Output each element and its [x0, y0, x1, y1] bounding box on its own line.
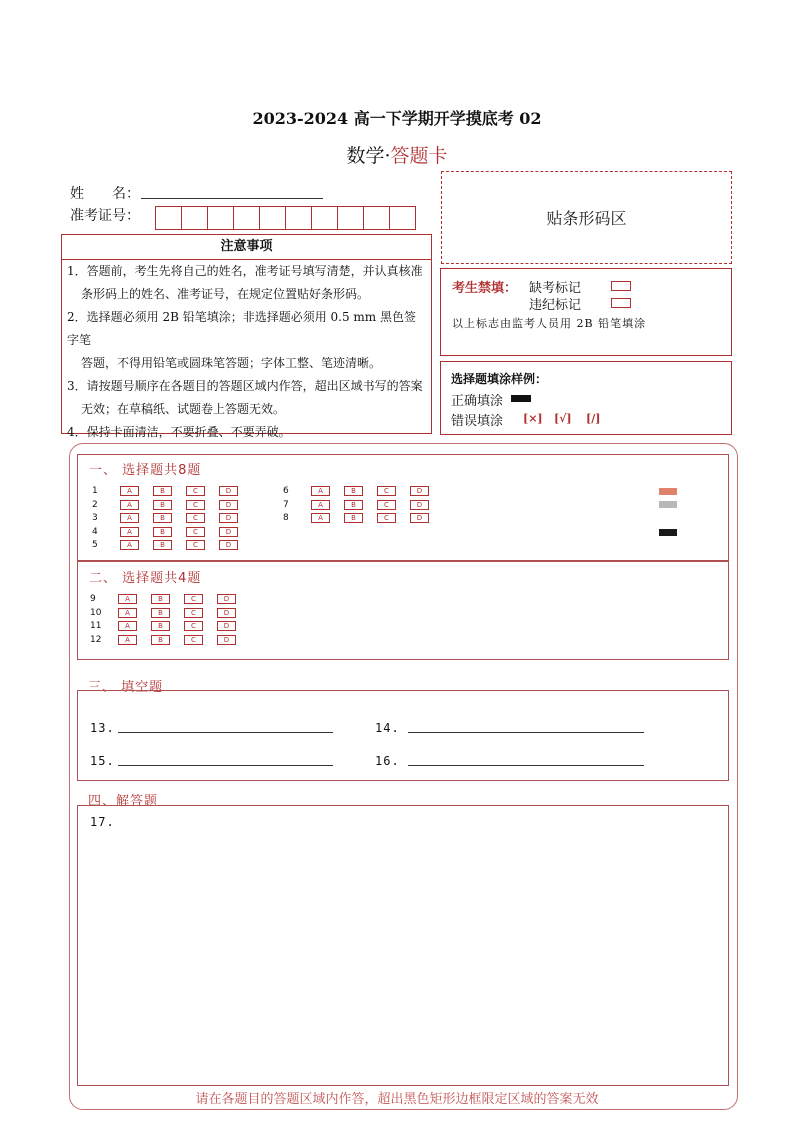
option-bubble-b[interactable]: B [153, 527, 172, 537]
question-row [90, 607, 250, 620]
question-number: 10 [90, 607, 102, 618]
fill-sample-title: 选择题填涂样例： [451, 372, 548, 386]
option-bubble-a[interactable]: A [120, 486, 139, 496]
question-row [92, 526, 252, 539]
option-bubble-a[interactable]: A [118, 621, 137, 631]
option-bubble-b[interactable]: B [344, 486, 363, 496]
name-field[interactable] [141, 198, 323, 199]
question-number: 9 [90, 594, 96, 604]
option-bubble-b[interactable]: B [153, 513, 172, 523]
question-row [283, 485, 443, 498]
question-number: 8 [283, 513, 289, 523]
question-row [90, 593, 250, 606]
fill-line-13[interactable] [118, 732, 333, 733]
option-bubble-a[interactable]: A [120, 500, 139, 510]
question-number: 2 [92, 499, 98, 510]
option-bubble-b[interactable]: B [344, 500, 363, 510]
question-row [92, 485, 252, 498]
option-bubble-b[interactable]: B [153, 540, 172, 550]
exam-id-boxes[interactable] [155, 206, 415, 230]
option-bubble-c[interactable]: C [186, 527, 205, 537]
subtitle-card: 答题卡 [390, 145, 448, 167]
color-swatch-salmon [659, 488, 677, 495]
page-subtitle [0, 141, 794, 168]
question-number: 6 [283, 486, 289, 496]
barcode-label: 贴条形码区 [546, 209, 627, 228]
question-number: 3 [92, 513, 98, 523]
section2-title: 二、 选择题共4题 [89, 571, 202, 586]
option-bubble-d[interactable]: D [219, 513, 238, 523]
question-number: 7 [283, 499, 289, 510]
solution-item-17: 17. [90, 815, 115, 829]
section-choice-1 [77, 454, 729, 562]
question-row [92, 499, 252, 512]
forbidden-label: 考生禁填： [452, 281, 518, 296]
question-row [92, 539, 252, 552]
question-number: 12 [90, 634, 102, 645]
id-digit-box[interactable] [285, 206, 312, 230]
option-bubble-c[interactable]: C [186, 540, 205, 550]
barcode-area [441, 171, 732, 264]
option-bubble-c[interactable]: C [186, 486, 205, 496]
section3-title: 三、 填空题 [88, 680, 164, 695]
question-row [283, 512, 443, 525]
id-digit-box[interactable] [181, 206, 208, 230]
notice-line: 1．答题前，考生先将自己的姓名，准考证号填写清楚，并认真核准 [67, 264, 423, 278]
color-swatch-gray [659, 501, 677, 508]
id-digit-box[interactable] [363, 206, 390, 230]
fill-line-15[interactable] [118, 765, 333, 766]
wrong-fill-label: 错误填涂 [451, 414, 504, 429]
option-bubble-b[interactable]: B [153, 500, 172, 510]
option-bubble-a[interactable]: A [311, 500, 330, 510]
option-bubble-d[interactable]: D [410, 500, 429, 510]
forbidden-box [440, 268, 732, 356]
notice-line: 条形码上的姓名、准考证号，在规定位置贴好条形码。 [81, 287, 370, 301]
notice-line: 4．保持卡面清洁，不要折叠、不要弄破。 [67, 425, 291, 439]
absent-mark[interactable] [611, 281, 631, 291]
option-bubble-d[interactable]: D [217, 621, 236, 631]
option-bubble-c[interactable]: C [377, 500, 396, 510]
option-bubble-a[interactable]: A [120, 513, 139, 523]
option-bubble-a[interactable]: A [311, 486, 330, 496]
question-number: 1 [92, 486, 98, 496]
question-number: 5 [92, 540, 98, 550]
violation-mark[interactable] [611, 298, 631, 308]
id-digit-box[interactable] [337, 206, 364, 230]
fill-item-15: 15. [90, 754, 115, 768]
wrong-mark-3: [/] [586, 412, 601, 425]
question-row [90, 634, 250, 647]
exam-id-label: 准考证号： [70, 208, 140, 224]
fill-line-14[interactable] [408, 732, 644, 733]
forbidden-note: 以上标志由监考人员用 2B 铅笔填涂 [452, 317, 647, 330]
option-bubble-d[interactable]: D [219, 540, 238, 550]
section4-title: 四、解答题 [88, 794, 159, 809]
notice-line: 3．请按题号顺序在各题目的答题区域内作答，超出区域书写的答案 [67, 379, 423, 393]
fill-item-16: 16. [375, 754, 400, 768]
notice-line: 无效；在草稿纸、试题卷上答题无效。 [81, 402, 286, 416]
id-digit-box[interactable] [233, 206, 260, 230]
option-bubble-a[interactable]: A [120, 540, 139, 550]
option-bubble-b[interactable]: B [344, 513, 363, 523]
id-digit-box[interactable] [155, 206, 182, 230]
question-number: 4 [92, 526, 98, 537]
option-bubble-d[interactable]: D [219, 486, 238, 496]
option-bubble-b[interactable]: B [151, 594, 170, 604]
notice-line: 2．选择题必须用 2B 铅笔填涂；非选择题必须用 0.5 mm 黑色签字笔 [67, 310, 417, 347]
fill-sample-box [440, 361, 732, 435]
fill-item-13: 13. [90, 721, 115, 735]
option-bubble-a[interactable]: A [118, 594, 137, 604]
notice-line: 答题，不得用铅笔或圆珠笔答题；字体工整、笔迹清晰。 [81, 356, 382, 370]
option-bubble-c[interactable]: C [184, 621, 203, 631]
notice-box [61, 258, 432, 439]
option-bubble-a[interactable]: A [120, 527, 139, 537]
question-row [283, 499, 443, 512]
option-bubble-a[interactable]: A [311, 513, 330, 523]
footer-note: 请在各题目的答题区域内作答，超出黑色矩形边框限定区域的答案无效 [195, 1092, 599, 1107]
violation-label: 违纪标记 [529, 298, 582, 313]
option-bubble-c[interactable]: C [186, 500, 205, 510]
option-bubble-c[interactable]: C [186, 513, 205, 523]
section1-title: 一、 选择题共8题 [89, 463, 202, 478]
correct-fill-sample [511, 395, 531, 402]
section-solution[interactable] [77, 805, 729, 1086]
fill-item-14: 14. [375, 721, 400, 735]
option-bubble-d[interactable]: D [410, 513, 429, 523]
question-row [92, 512, 252, 525]
question-number: 11 [90, 621, 102, 631]
fill-line-16[interactable] [408, 765, 644, 766]
option-bubble-c[interactable]: C [377, 513, 396, 523]
wrong-mark-2: [√] [554, 412, 572, 425]
color-swatch-black [659, 529, 677, 536]
section-choice-2 [77, 560, 729, 660]
option-bubble-b[interactable]: B [151, 621, 170, 631]
option-bubble-d[interactable]: D [217, 635, 236, 645]
option-bubble-d[interactable]: D [219, 527, 238, 537]
option-bubble-a[interactable]: A [118, 608, 137, 618]
notice-title: 注意事项 [61, 234, 432, 260]
subtitle-subject: 数学· [346, 145, 391, 167]
id-digit-box[interactable] [389, 206, 416, 230]
id-digit-box[interactable] [207, 206, 234, 230]
id-digit-box[interactable] [259, 206, 286, 230]
correct-fill-label: 正确填涂 [451, 394, 504, 409]
page-title: 2023-2024 高一下学期开学摸底考 02 [252, 109, 542, 128]
option-bubble-c[interactable]: C [184, 635, 203, 645]
option-bubble-c[interactable]: C [184, 608, 203, 618]
absent-label: 缺考标记 [529, 281, 582, 296]
option-bubble-d[interactable]: D [410, 486, 429, 496]
option-bubble-d[interactable]: D [219, 500, 238, 510]
section-fill-in [77, 690, 729, 781]
option-bubble-b[interactable]: B [153, 486, 172, 496]
name-label: 姓 名： [70, 186, 140, 202]
option-bubble-b[interactable]: B [151, 635, 170, 645]
option-bubble-a[interactable]: A [118, 635, 137, 645]
option-bubble-c[interactable]: C [184, 594, 203, 604]
id-digit-box[interactable] [311, 206, 338, 230]
question-row [90, 620, 250, 633]
option-bubble-d[interactable]: D [217, 608, 236, 618]
option-bubble-b[interactable]: B [151, 608, 170, 618]
option-bubble-c[interactable]: C [377, 486, 396, 496]
option-bubble-d[interactable]: D [217, 594, 236, 604]
wrong-mark-1: [×] [523, 412, 543, 425]
